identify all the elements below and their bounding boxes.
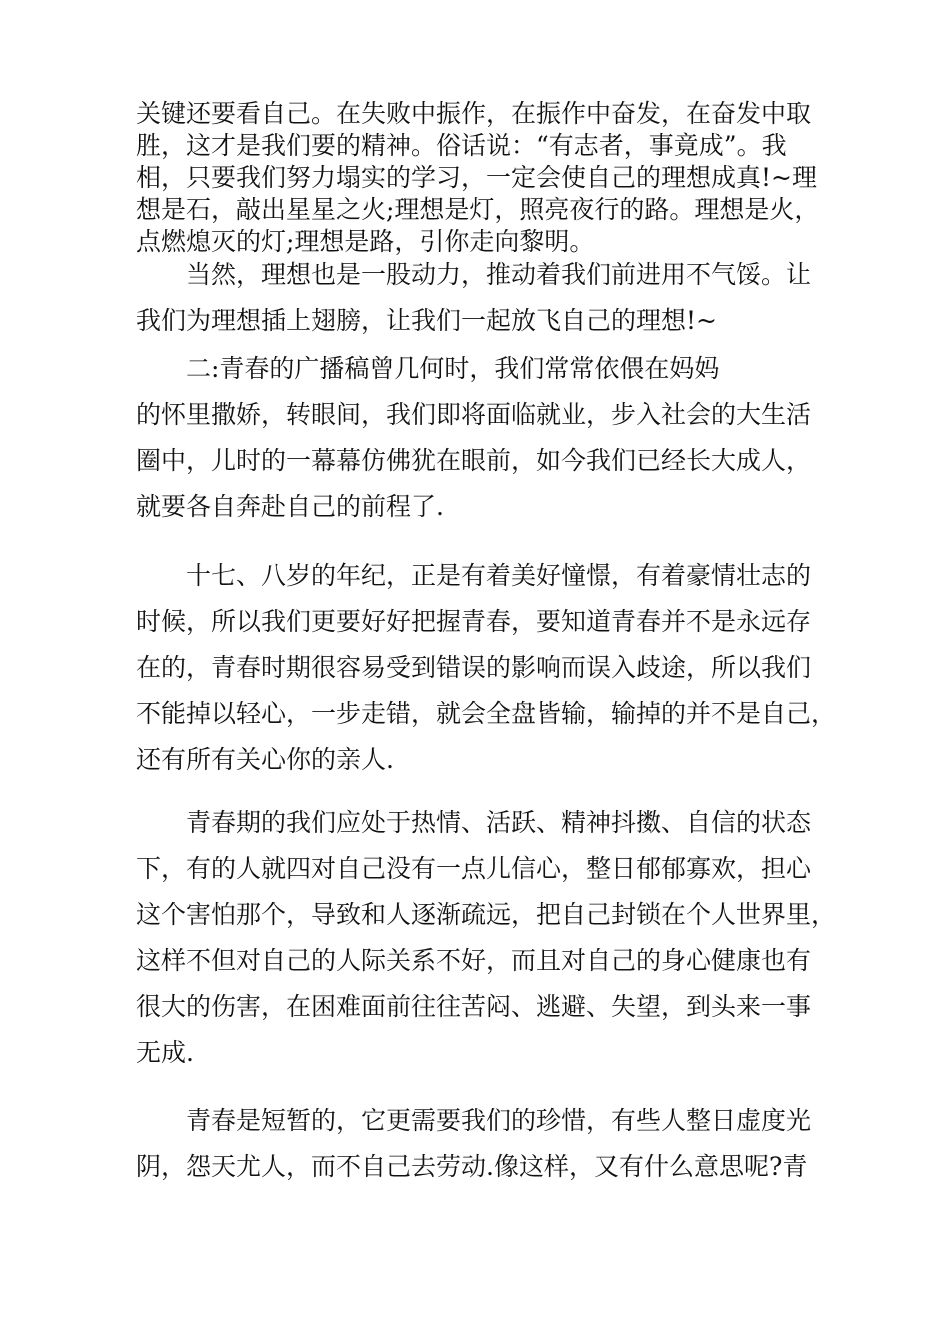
text-line: 还有所有关心你的亲人. [136, 745, 394, 774]
text-line: 很大的伤害，在困难面前往往苦闷、逃避、失望，到头来一事 [136, 992, 812, 1021]
text-line: 就要各自奔赴自己的前程了. [136, 492, 444, 521]
text-line: 点燃熄灭的灯;理想是路，引你走向黎明。 [136, 227, 595, 256]
text-line: 青春期的我们应处于热情、活跃、精神抖擞、自信的状态 [186, 808, 812, 837]
text-line: 关键还要看自己。在失败中振作，在振作中奋发，在奋发中取 [136, 99, 812, 128]
paragraph-youth-attitude [136, 800, 836, 1076]
text-line: 想是石，敲出星星之火;理想是灯，照亮夜行的路。理想是火， [136, 195, 820, 224]
text-line: 这个害怕那个，导致和人逐渐疏远，把自己封锁在个人世界里， [136, 900, 837, 929]
text-line: 无成. [136, 1038, 194, 1067]
text-line: 的怀里撒娇，转眼间，我们即将面临就业，步入社会的大生活 [136, 400, 812, 429]
paragraph-youth-intro [136, 346, 836, 530]
text-line: 十七、八岁的年纪，正是有着美好憧憬，有着豪情壮志的 [186, 561, 812, 590]
paragraph-ideal-motivation [136, 252, 836, 344]
text-line: 胜，这才是我们要的精神。俗话说：“有志者，事竟成”。我 [136, 131, 787, 160]
text-line: 圈中，儿时的一幕幕仿佛犹在眼前，如今我们已经长大成人， [136, 446, 812, 475]
text-line: 二:青春的广播稿曾几何时，我们常常依偎在妈妈 [186, 354, 720, 383]
text-line: 下，有的人就四对自己没有一点儿信心，整日郁郁寡欢，担心 [136, 854, 812, 883]
text-line: 当然，理想也是一股动力，推动着我们前进用不气馁。让 [186, 260, 812, 289]
text-line: 我们为理想插上翅膀，让我们一起放飞自己的理想!~ [136, 306, 717, 335]
text-line: 青春是短暂的，它更需要我们的珍惜，有些人整日虚度光 [186, 1106, 812, 1135]
paragraph-youth-age [136, 553, 836, 783]
text-line: 时候，所以我们更要好好把握青春，要知道青春并不是永远存 [136, 607, 812, 636]
paragraph-ideal-conclusion [136, 98, 836, 258]
text-line: 在的，青春时期很容易受到错误的影响而误入歧途，所以我们 [136, 653, 812, 682]
text-line: 这样不但对自己的人际关系不好，而且对自己的身心健康也有 [136, 946, 812, 975]
text-line: 阴，怨天尤人，而不自己去劳动.像这样，又有什么意思呢?青 [136, 1152, 808, 1181]
text-line: 不能掉以轻心，一步走错，就会全盘皆输，输掉的并不是自己， [136, 699, 837, 728]
paragraph-youth-brief [136, 1098, 836, 1190]
text-line: 相，只要我们努力塌实的学习，一定会使自己的理想成真!~理 [136, 163, 817, 192]
